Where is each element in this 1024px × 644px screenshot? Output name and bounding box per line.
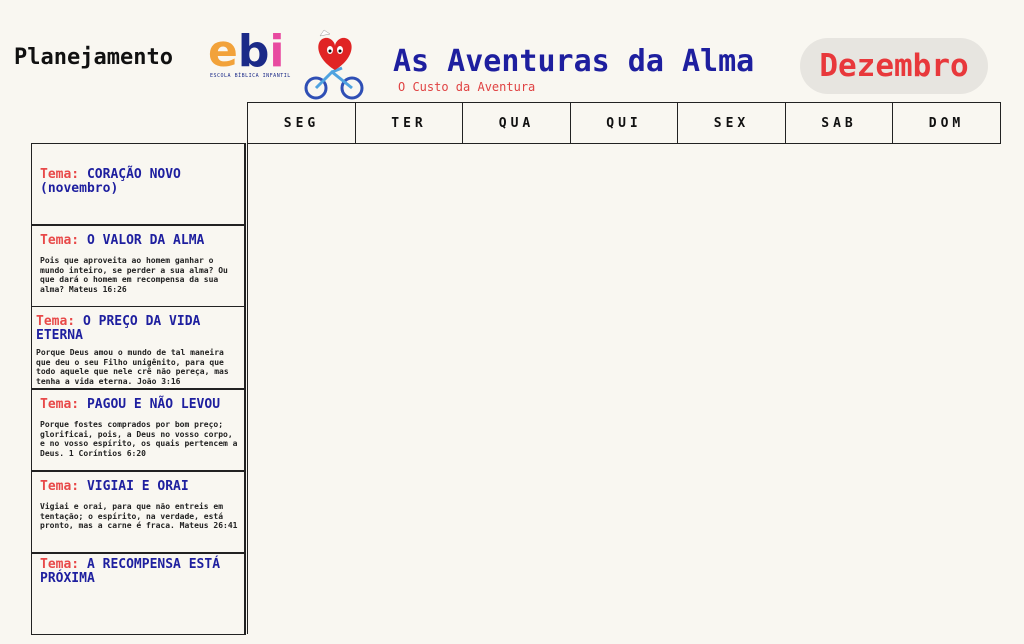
theme-title <box>40 168 240 196</box>
planning-label: Planejamento <box>14 45 173 70</box>
theme-value: O VALOR DA ALMA <box>86 233 205 248</box>
ebi-logo-text: ebi <box>208 26 285 77</box>
theme-title <box>40 558 240 586</box>
theme-label: Tema: <box>40 167 80 182</box>
theme-value: VIGIAI E ORAI <box>86 479 189 494</box>
page-title: As Aventuras da Alma <box>393 44 755 79</box>
theme-box <box>31 143 246 225</box>
weekday-header-sex: SEX <box>678 103 786 144</box>
weekday-header-qua: QUA <box>463 103 571 144</box>
theme-box <box>31 389 246 471</box>
theme-label: Tema: <box>40 233 80 248</box>
weekday-header-qui: QUI <box>571 103 678 144</box>
theme-title <box>36 315 236 343</box>
theme-verse: Pois que aproveita ao homem ganhar o mundo inteiro, se perder a sua alma? Ou que dará o homem em recompensa da sua alma? Mateus 16:26 <box>40 256 228 294</box>
theme-box <box>31 225 246 307</box>
theme-title <box>40 398 240 412</box>
weekday-header-ter: TER <box>356 103 463 144</box>
theme-value: CORAÇÃO NOVO (novembro) <box>40 167 181 196</box>
page-subtitle: O Custo da Aventura <box>398 80 536 94</box>
theme-title <box>40 234 240 248</box>
theme-verse: Vigiai e orai, para que não entreis em tentação; o espírito, na verdade, está pronto, mas a carne é fraca. Mateus 26:41 <box>40 502 238 530</box>
theme-box <box>31 306 246 389</box>
theme-value: A RECOMPENSA ESTÁ PRÓXIMA <box>40 557 221 586</box>
heart-mascot-bicycle-icon <box>302 28 368 102</box>
theme-label: Tema: <box>36 314 76 329</box>
ebi-logo-subtitle: ESCOLA BÍBLICA INFANTIL <box>210 73 291 79</box>
theme-box <box>31 553 246 635</box>
month-badge: Dezembro <box>800 38 988 94</box>
weekday-header-dom: DOM <box>893 103 1001 144</box>
theme-verse: Porque Deus amou o mundo de tal maneira que deu o seu Filho unigênito, para que todo aquele que nele crê não pereça, mas tenha a vida eterna. João 3:16 <box>36 348 229 386</box>
theme-value: PAGOU E NÃO LEVOU <box>86 397 221 412</box>
theme-verse: Porque fostes comprados por bom preço; glorificai, pois, a Deus no vosso corpo, e no vosso espírito, os quais pertencem a Deus. 1 Coríntios 6:20 <box>40 420 238 458</box>
ebi-logo <box>208 26 291 80</box>
theme-label: Tema: <box>40 397 80 412</box>
weekday-header-sab: SAB <box>786 103 893 144</box>
calendar-grid <box>247 102 1001 634</box>
theme-title <box>40 480 240 494</box>
theme-label: Tema: <box>40 557 80 572</box>
theme-box <box>31 471 246 553</box>
theme-label: Tema: <box>40 479 80 494</box>
weekday-header-seg: SEG <box>248 103 356 144</box>
theme-value: O PREÇO DA VIDA ETERNA <box>36 314 201 343</box>
